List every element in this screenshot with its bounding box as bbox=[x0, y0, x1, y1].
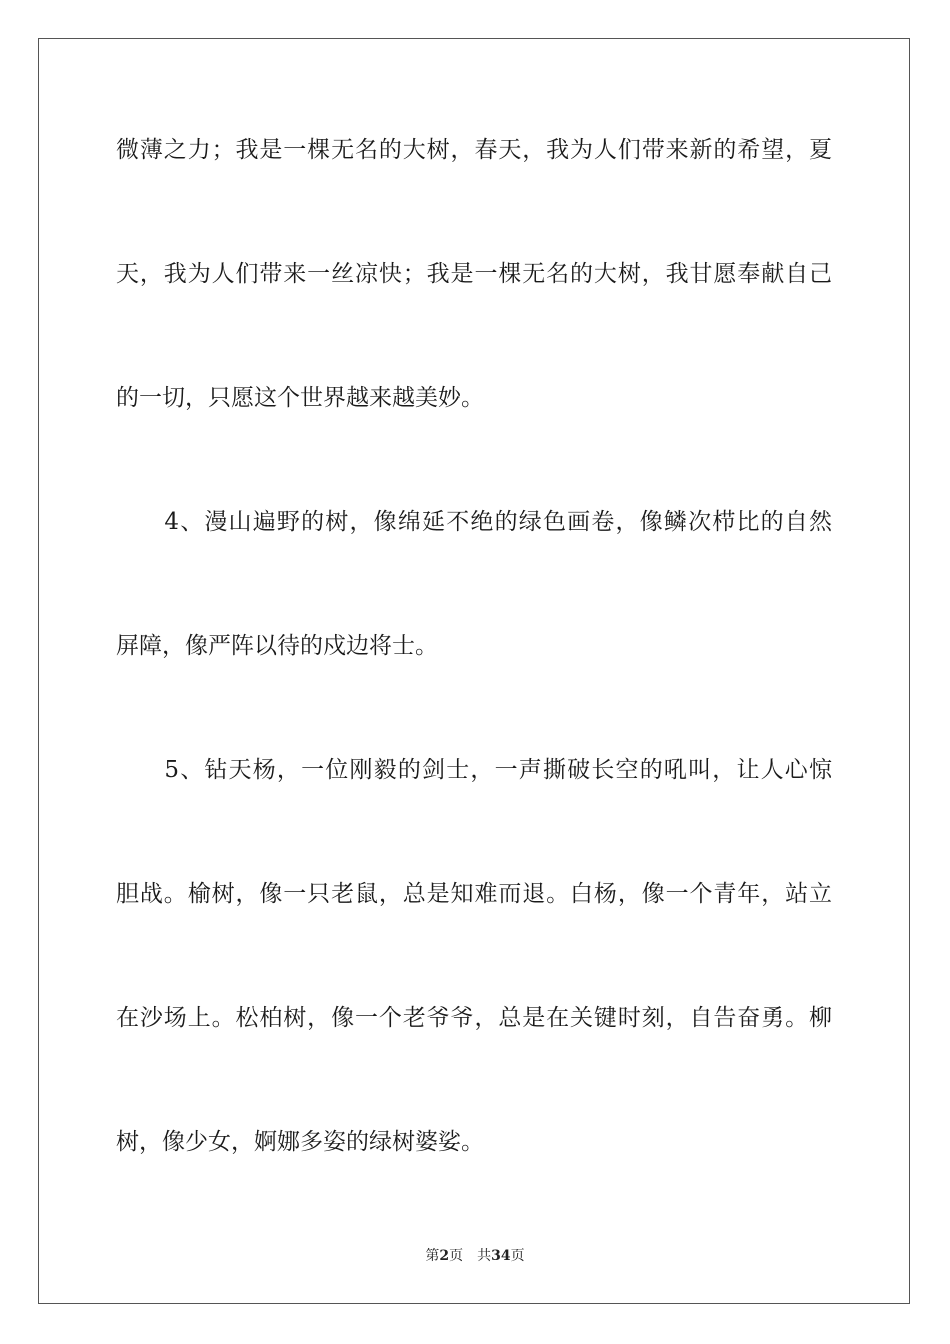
text-line: 4、漫山遍野的树，像绵延不绝的绿色画卷，像鳞次栉比的自然 bbox=[116, 509, 832, 535]
footer-total-suffix: 页 bbox=[510, 1248, 525, 1264]
text-line: 微薄之力；我是一棵无名的大树，春天，我为人们带来新的希望，夏 bbox=[116, 137, 832, 163]
text-line: 胆战。榆树，像一只老鼠，总是知难而退。白杨，像一个青年，站立 bbox=[116, 881, 832, 907]
text-line: 5、钻天杨，一位刚毅的剑士，一声撕破长空的吼叫，让人心惊 bbox=[116, 757, 832, 783]
text-line: 的一切，只愿这个世界越来越美妙。 bbox=[116, 385, 484, 411]
footer-page-number: 2 bbox=[439, 1248, 450, 1264]
page-footer bbox=[0, 1246, 950, 1266]
text-line: 天，我为人们带来一丝凉快；我是一棵无名的大树，我甘愿奉献自己 bbox=[116, 261, 832, 287]
page-border bbox=[38, 38, 910, 1304]
text-line: 树，像少女，婀娜多姿的绿树婆娑。 bbox=[116, 1129, 484, 1155]
footer-page-prefix: 第 bbox=[425, 1248, 440, 1264]
text-line: 在沙场上。松柏树，像一个老爷爷，总是在关键时刻，自告奋勇。柳 bbox=[116, 1005, 832, 1031]
footer-total-pages: 34 bbox=[491, 1248, 511, 1264]
footer-page-suffix: 页 bbox=[449, 1248, 464, 1264]
footer-total-prefix: 共 bbox=[477, 1248, 492, 1264]
text-line: 屏障，像严阵以待的戍边将士。 bbox=[116, 633, 438, 659]
